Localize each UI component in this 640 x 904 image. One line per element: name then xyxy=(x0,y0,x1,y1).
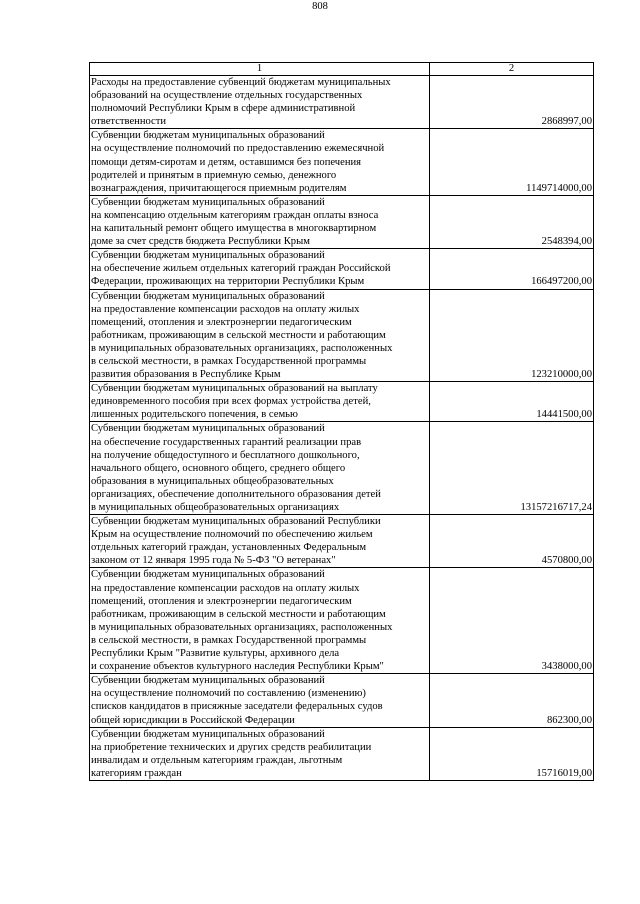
row-description: Субвенции бюджетам муниципальных образований на предоставление компенсации расходов на оплату жилых помещений, отопления и электроэнергии педагогическим работникам, проживающим в сельской местности и работающим в муниципальных образовательных организациях, расположенных в сельской местности, в рамках Государственной программы Республики Крым "Развитие культуры, архивного дела и сохранение объектов культурного наследия Республики Крым" xyxy=(90,568,430,674)
budget-table xyxy=(89,62,594,781)
row-description: Субвенции бюджетам муниципальных образований на обеспечение жильем отдельных категорий граждан Российской Федерации, проживающих на территории Республики Крым xyxy=(90,249,430,289)
row-description: Субвенции бюджетам муниципальных образований на выплату единовременного пособия при всех формах устройства детей, лишенных родительского попечения, в семью xyxy=(90,382,430,422)
row-amount: 166497200,00 xyxy=(430,249,594,289)
row-description: Субвенции бюджетам муниципальных образований на осуществление полномочий по предоставлению ежемесячной помощи детям-сиротам и детям, оставшимся без попечения родителей и принятым в приемную семью, денежного вознаграждения, причитающегося приемным родителям xyxy=(90,129,430,195)
row-amount: 2548394,00 xyxy=(430,195,594,248)
row-amount: 2868997,00 xyxy=(430,76,594,129)
table-row xyxy=(90,727,594,780)
row-description: Субвенции бюджетам муниципальных образований на осуществление полномочий по составлению (изменению) списков кандидатов в присяжные заседатели федеральных судов общей юрисдикции в Российской Федерации xyxy=(90,674,430,727)
row-description: Субвенции бюджетам муниципальных образований на приобретение технических и других средств реабилитации инвалидам и отдельным категориям граждан, льготным категориям граждан xyxy=(90,727,430,780)
row-amount: 15716019,00 xyxy=(430,727,594,780)
row-amount: 13157216717,24 xyxy=(430,422,594,515)
table-row xyxy=(90,249,594,289)
column-header-1: 1 xyxy=(90,63,430,76)
row-description: Субвенции бюджетам муниципальных образований Республики Крым на осуществление полномочий по обеспечению жильем отдельных категорий граждан, установленных Федеральным законом от 12 января 1995 года № 5-ФЗ "О ветеранах" xyxy=(90,515,430,568)
row-amount: 14441500,00 xyxy=(430,382,594,422)
page-number: 808 xyxy=(312,1,328,12)
table-row xyxy=(90,422,594,515)
table-row xyxy=(90,289,594,382)
table-row xyxy=(90,76,594,129)
row-description: Субвенции бюджетам муниципальных образований на предоставление компенсации расходов на оплату жилых помещений, отопления и электроэнергии педагогическим работникам, проживающим в сельской местности и работающим в муниципальных образовательных организациях, расположенных в сельской местности, в рамках Государственной программы развития образования в Республике Крым xyxy=(90,289,430,382)
table-row xyxy=(90,674,594,727)
column-header-2: 2 xyxy=(430,63,594,76)
table-row xyxy=(90,195,594,248)
table-row xyxy=(90,568,594,674)
row-description: Субвенции бюджетам муниципальных образований на компенсацию отдельным категориям граждан оплаты взноса на капитальный ремонт общего имущества в многоквартирном доме за счет средств бюджета Республики Крым xyxy=(90,195,430,248)
row-description: Субвенции бюджетам муниципальных образований на обеспечение государственных гарантий реализации прав на получение общедоступного и бесплатного дошкольного, начального общего, основного общего, среднего общего образования в муниципальных общеобразовательных организациях, обеспечение дополнительного образования детей в муниципальных общеобразовательных организациях xyxy=(90,422,430,515)
row-amount: 3438000,00 xyxy=(430,568,594,674)
row-amount: 1149714000,00 xyxy=(430,129,594,195)
row-amount: 123210000,00 xyxy=(430,289,594,382)
row-amount: 4570800,00 xyxy=(430,515,594,568)
table-row xyxy=(90,515,594,568)
row-description: Расходы на предоставление субвенций бюджетам муниципальных образований на осуществление отдельных государственных полномочий Республики Крым в сфере административной ответственности xyxy=(90,76,430,129)
table-header-row xyxy=(90,63,594,76)
table-row xyxy=(90,382,594,422)
row-amount: 862300,00 xyxy=(430,674,594,727)
table-row xyxy=(90,129,594,195)
